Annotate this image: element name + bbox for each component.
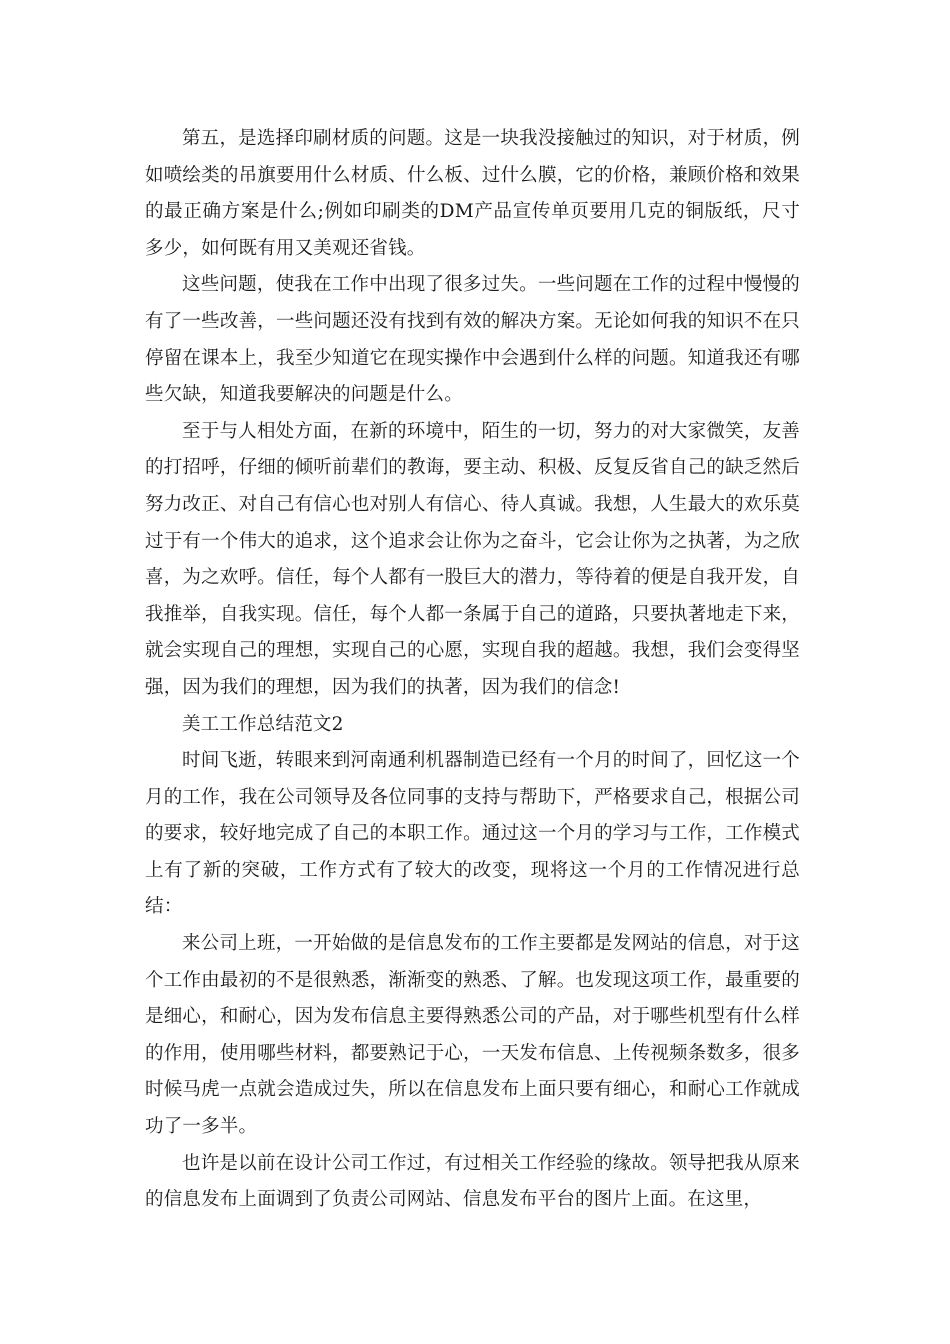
paragraph-info-publishing: 来公司上班，一开始做的是信息发布的工作主要都是发网站的信息，对于这个工作由最初的不是很熟悉，渐渐变的熟悉、了解。也发现这项工作，最重要的是细心，和耐心，因为发布信息主要得熟悉公司的产品，对于哪些机型有什么样的作用，使用哪些材料，都要熟记于心，一天发布信息、上传视频条数多，很多时候马虎一点就会造成过失，所以在信息发布上面只要有细心，和耐心工作就成功了一多半。: [145, 933, 800, 1138]
paragraph-problems: 这些问题，使我在工作中出现了很多过失。一些问题在工作的过程中慢慢的有了一些改善，一些问题还没有找到有效的解决方案。无论如何我的知识不在只停留在课本上，我至少知道它在现实操作中会遇到什么样的问题。知道我还有哪些欠缺，知道我要解决的问题是什么。: [145, 274, 800, 406]
section-heading: 美工工作总结范文2: [182, 713, 344, 735]
paragraph-design-work: 也许是以前在设计公司工作过，有过相关工作经验的缘故。领导把我从原来的信息发布上面调到了负责公司网站、信息发布平台的图片上面。在这里，: [145, 1152, 800, 1211]
paragraph-materials: 第五，是选择印刷材质的问题。这是一块我没接触过的知识，对于材质，例如喷绘类的吊旗要用什么材质、什么板、过什么膜，它的价格，兼顾价格和效果的最正确方案是什么;例如印刷类的DM产品宣传单页要用几克的铜版纸，尺寸多少，如何既有用又美观还省钱。: [145, 128, 800, 259]
document-body: [145, 121, 800, 1219]
paragraph-summary-intro: 时间飞逝，转眼来到河南通利机器制造已经有一个月的时间了，回忆这一个月的工作，我在公司领导及各位同事的支持与帮助下，严格要求自己，根据公司的要求，较好地完成了自己的本职工作。通过这一个月的学习与工作，工作模式上有了新的突破，工作方式有了较大的改变，现将这一个月的工作情况进行总结：: [145, 750, 800, 918]
paragraph-relations: 至于与人相处方面，在新的环境中，陌生的一切，努力的对大家微笑，友善的打招呼，仔细的倾听前辈们的教诲，要主动、积极、反复反省自己的缺乏然后努力改正、对自己有信心也对别人有信心、待人真诚。我想，人生最大的欢乐莫过于有一个伟大的追求，这个追求会让你为之奋斗，它会让你为之执著，为之欣喜，为之欢呼。信任，每个人都有一股巨大的潜力，等待着的便是自我开发，自我推举，自我实现。信任，每个人都一条属于自己的道路，只要执著地走下来，就会实现自己的理想，实现自己的心愿，实现自我的超越。我想，我们会变得坚强，因为我们的理想，因为我们的执著，因为我们的信念!: [145, 420, 800, 698]
